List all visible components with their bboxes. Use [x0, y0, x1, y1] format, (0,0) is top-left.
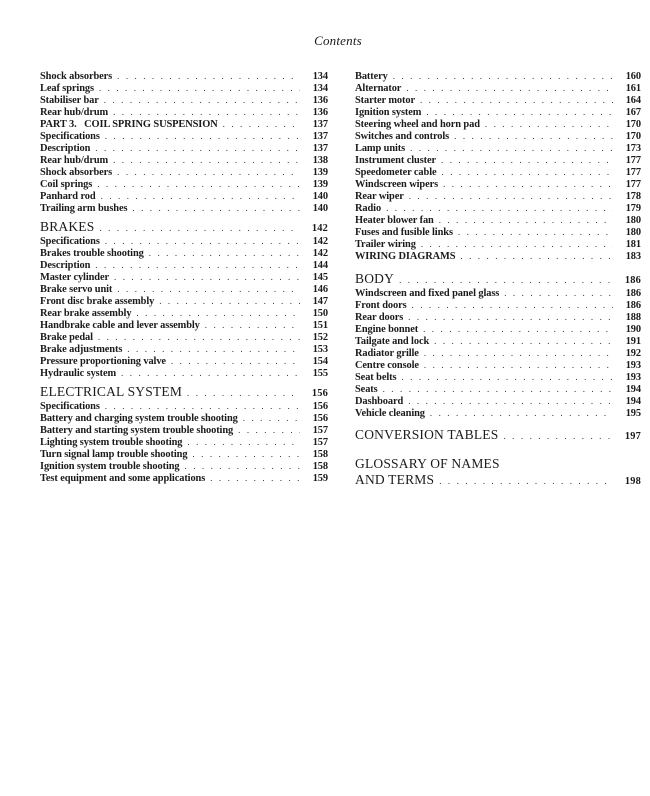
dot-leader	[117, 283, 300, 295]
toc-entry[interactable]	[355, 70, 641, 82]
toc-entry[interactable]	[355, 347, 641, 359]
toc-section-brakes[interactable]	[40, 218, 328, 235]
toc-entry-label: Windscreen wipers	[355, 179, 439, 190]
toc-entry-page: 183	[625, 251, 641, 262]
toc-section-conversion-tables[interactable]	[355, 426, 641, 443]
dot-leader	[105, 400, 300, 412]
toc-entry-label: Trailing arm bushes	[40, 203, 128, 214]
toc-entry-page: 170	[625, 131, 641, 142]
dot-leader	[441, 154, 613, 166]
dot-leader	[95, 259, 300, 271]
toc-entry-label: Hydraulic system	[40, 368, 117, 379]
toc-entry-label: Description	[40, 143, 91, 154]
toc-entry-label: Handbrake cable and lever assembly	[40, 320, 200, 331]
toc-entry-page: 137	[312, 119, 328, 130]
toc-entry-label: Battery and charging system trouble shooting	[40, 413, 238, 424]
toc-entry-page: 146	[312, 284, 328, 295]
toc-entry-page: 179	[625, 203, 641, 214]
toc-entry-label: Alternator	[355, 83, 402, 94]
toc-entry-page: 164	[625, 95, 641, 106]
toc-entry-label: Lighting system trouble shooting	[40, 437, 183, 448]
dot-leader	[454, 130, 613, 142]
toc-entry-label: Heater blower fan	[355, 215, 434, 226]
toc-entry-label: Lamp units	[355, 143, 406, 154]
dot-leader	[185, 460, 301, 472]
toc-entry-label: Fuses and fusible links	[355, 227, 453, 238]
toc-entry[interactable]	[40, 94, 328, 106]
dot-leader	[117, 70, 300, 82]
toc-entry-page: 194	[625, 384, 641, 395]
dot-leader	[136, 307, 300, 319]
toc-entry-label: Ignition system trouble shooting	[40, 461, 180, 472]
dot-leader	[485, 118, 613, 130]
dot-leader	[113, 154, 300, 166]
toc-section-label: BRAKES	[40, 219, 95, 234]
dot-leader	[210, 472, 300, 484]
dot-leader	[223, 118, 300, 130]
toc-entry-page: 157	[312, 437, 328, 448]
toc-entry-page: 177	[625, 155, 641, 166]
toc-entry[interactable]	[355, 130, 641, 142]
toc-entry[interactable]	[40, 178, 328, 190]
toc-entry-page: 159	[312, 473, 328, 484]
toc-entry[interactable]	[355, 311, 641, 323]
toc-entry[interactable]	[40, 424, 328, 436]
dot-leader	[386, 202, 613, 214]
toc-entry[interactable]	[40, 142, 328, 154]
toc-entry[interactable]	[40, 355, 328, 367]
toc-entry-page: 186	[625, 300, 641, 311]
toc-entry-label: Brake servo unit	[40, 284, 113, 295]
dot-leader	[95, 142, 300, 154]
toc-entry-label: Ignition system	[355, 107, 422, 118]
dot-leader	[401, 371, 613, 383]
toc-entry[interactable]	[355, 323, 641, 335]
toc-entry-page: 170	[625, 119, 641, 130]
toc-entry-label: Coil springs	[40, 179, 93, 190]
toc-entry-page: 150	[312, 308, 328, 319]
toc-entry[interactable]	[40, 295, 328, 307]
dot-leader	[171, 355, 300, 367]
toc-entry-page: 186	[625, 288, 641, 299]
toc-entry-label: Rear brake assembly	[40, 308, 132, 319]
toc-entry-label: Instrument cluster	[355, 155, 437, 166]
toc-entry-label: Speedometer cable	[355, 167, 437, 178]
toc-entry[interactable]	[355, 106, 641, 118]
toc-entry-page: 186	[624, 275, 641, 286]
toc-entry-label: Battery and starting system trouble shooting	[40, 425, 234, 436]
toc-entry-page: 156	[312, 401, 328, 412]
dot-leader	[98, 331, 300, 343]
toc-entry-page: 177	[625, 167, 641, 178]
toc-entry-label: Engine bonnet	[355, 324, 419, 335]
dot-leader	[439, 214, 613, 226]
toc-entry-page: 188	[625, 312, 641, 323]
toc-entry-label: Steering wheel and horn pad	[355, 119, 480, 130]
glossary-title-line1: GLOSSARY OF NAMES	[355, 456, 500, 471]
toc-entry[interactable]	[40, 82, 328, 94]
dot-leader	[434, 335, 613, 347]
toc-entry[interactable]	[40, 400, 328, 412]
toc-entry[interactable]	[355, 371, 641, 383]
dot-leader	[159, 295, 300, 307]
toc-entry-label: Panhard rod	[40, 191, 96, 202]
dot-leader	[187, 436, 300, 448]
toc-entry-page: 193	[625, 360, 641, 371]
toc-entry-label: Stabiliser bar	[40, 95, 99, 106]
dot-leader	[205, 319, 300, 331]
dot-leader	[460, 250, 613, 262]
dot-leader	[104, 94, 300, 106]
toc-entry-label: Windscreen and fixed panel glass	[355, 288, 500, 299]
toc-entry-page: 154	[312, 356, 328, 367]
toc-entry[interactable]	[355, 299, 641, 311]
toc-entry[interactable]	[40, 448, 328, 460]
dot-leader	[105, 235, 300, 247]
dot-leader	[192, 448, 300, 460]
toc-entry-wiring-diagrams[interactable]	[355, 250, 641, 262]
dot-leader	[443, 178, 613, 190]
dot-leader	[406, 82, 613, 94]
toc-entry-page: 197	[624, 431, 641, 442]
dot-leader	[149, 247, 300, 259]
toc-entry[interactable]	[355, 359, 641, 371]
toc-entry-page: 192	[625, 348, 641, 359]
dot-leader	[408, 311, 613, 323]
toc-entry-page: 191	[625, 336, 641, 347]
toc-section-electrical[interactable]	[40, 383, 328, 400]
dot-leader	[114, 271, 300, 283]
toc-entry-page: 167	[625, 107, 641, 118]
toc-entry-label: Dashboard	[355, 396, 404, 407]
toc-entry[interactable]	[40, 271, 328, 283]
toc-entry-page: 144	[312, 260, 328, 271]
toc-entry-label: WIRING DIAGRAMS	[355, 251, 456, 262]
toc-entry[interactable]	[355, 178, 641, 190]
toc-entry-page: 138	[312, 155, 328, 166]
toc-entry-page: 152	[312, 332, 328, 343]
dot-leader	[132, 202, 300, 214]
toc-entry[interactable]	[355, 166, 641, 178]
dot-leader	[458, 226, 613, 238]
toc-entry-page: 158	[312, 449, 328, 460]
toc-entry-label: Seats	[355, 384, 378, 395]
toc-entry-label: Rear hub/drum	[40, 155, 109, 166]
toc-entry-page: 194	[625, 396, 641, 407]
toc-entry-page: 142	[312, 236, 328, 247]
toc-entry[interactable]	[40, 70, 328, 82]
toc-entry-page: 153	[312, 344, 328, 355]
toc-entry-page: 142	[311, 223, 328, 234]
toc-entry[interactable]	[355, 202, 641, 214]
toc-entry-label: Brakes trouble shooting	[40, 248, 144, 259]
toc-entry[interactable]	[355, 238, 641, 250]
toc-entry-label: Turn signal lamp trouble shooting	[40, 449, 188, 460]
toc-entry-page: 177	[625, 179, 641, 190]
toc-entry-label: Rear hub/drum	[40, 107, 109, 118]
toc-entry-page: 139	[312, 167, 328, 178]
glossary-title-line2: AND TERMS	[355, 472, 435, 487]
toc-entry-label: Test equipment and some applications	[40, 473, 206, 484]
toc-entry[interactable]	[40, 412, 328, 424]
page-title: Contents	[314, 33, 362, 48]
toc-entry[interactable]	[355, 335, 641, 347]
toc-section-label: ELECTRICAL SYSTEM	[40, 384, 183, 399]
toc-entry-page: 198	[624, 476, 641, 487]
toc-entry-page: 173	[625, 143, 641, 154]
dot-leader	[393, 70, 613, 82]
toc-entry-label: Specifications	[40, 401, 100, 412]
toc-entry-label: PART 3. COIL SPRING SUSPENSION	[40, 119, 218, 130]
toc-entry-label: Switches and controls	[355, 131, 450, 142]
toc-entry-page: 134	[312, 83, 328, 94]
toc-entry-page: 147	[312, 296, 328, 307]
toc-entry-label: Front disc brake assembly	[40, 296, 155, 307]
toc-entry-label: Brake adjustments	[40, 344, 123, 355]
toc-entry[interactable]	[355, 214, 641, 226]
toc-entry-label: Pressure proportioning valve	[40, 356, 166, 367]
toc-entry-label: Brake pedal	[40, 332, 93, 343]
toc-entry-label: Vehicle cleaning	[355, 408, 425, 419]
dot-leader	[421, 238, 613, 250]
toc-entry[interactable]	[355, 383, 641, 395]
toc-entry-label: Radiator grille	[355, 348, 419, 359]
toc-entry-label: Tailgate and lock	[355, 336, 430, 347]
toc-entry[interactable]	[355, 154, 641, 166]
toc-entry-page: 158	[312, 461, 328, 472]
dot-leader	[410, 142, 613, 154]
toc-entry[interactable]	[40, 460, 328, 472]
toc-entry-page: 155	[312, 368, 328, 379]
glossary-title-line2-row	[355, 472, 641, 488]
toc-entry-label: Battery	[355, 71, 388, 82]
toc-entry[interactable]	[40, 331, 328, 343]
contents-left-column	[40, 70, 328, 484]
toc-entry-page: 142	[312, 248, 328, 259]
toc-entry-page: 145	[312, 272, 328, 283]
dot-leader	[439, 473, 613, 489]
toc-entry-page: 180	[625, 215, 641, 226]
toc-entry-page: 161	[625, 83, 641, 94]
toc-entry-page: 181	[625, 239, 641, 250]
toc-entry[interactable]	[355, 287, 641, 299]
toc-entry[interactable]	[40, 283, 328, 295]
toc-entry[interactable]	[355, 82, 641, 94]
toc-entry[interactable]	[40, 307, 328, 319]
toc-entry[interactable]	[355, 395, 641, 407]
dot-leader	[127, 343, 300, 355]
dot-leader	[503, 428, 613, 445]
toc-entry-page: 139	[312, 179, 328, 190]
dot-leader	[99, 82, 300, 94]
toc-entry[interactable]	[355, 94, 641, 106]
dot-leader	[408, 395, 613, 407]
toc-entry[interactable]	[40, 106, 328, 118]
toc-entry-label: Leaf springs	[40, 83, 94, 94]
toc-entry[interactable]	[40, 259, 328, 271]
toc-entry-label: Radio	[355, 203, 382, 214]
toc-entry[interactable]	[40, 130, 328, 142]
toc-section-glossary[interactable]	[355, 456, 641, 488]
toc-entry-page: 136	[312, 95, 328, 106]
toc-entry-page: 160	[625, 71, 641, 82]
toc-entry[interactable]	[40, 202, 328, 214]
dot-leader	[383, 383, 613, 395]
toc-entry-label: Specifications	[40, 131, 100, 142]
dot-leader	[426, 106, 613, 118]
toc-entry-label: Master cylinder	[40, 272, 110, 283]
dot-leader	[409, 190, 613, 202]
toc-section-body[interactable]	[355, 270, 641, 287]
dot-leader	[412, 299, 613, 311]
toc-section-label: CONVERSION TABLES	[355, 427, 499, 442]
toc-entry-page: 193	[625, 372, 641, 383]
dot-leader	[420, 94, 613, 106]
toc-entry-label: Trailer wiring	[355, 239, 416, 250]
dot-leader	[423, 323, 613, 335]
toc-entry-page: 137	[312, 143, 328, 154]
toc-entry-label: Starter motor	[355, 95, 415, 106]
dot-leader	[238, 424, 300, 436]
toc-entry[interactable]	[40, 343, 328, 355]
toc-section-label: BODY	[355, 271, 395, 286]
toc-entry[interactable]	[40, 472, 328, 484]
dot-leader	[105, 130, 300, 142]
dot-leader	[442, 166, 613, 178]
toc-entry-page: 180	[625, 227, 641, 238]
dot-leader	[97, 178, 300, 190]
toc-entry-page: 140	[312, 203, 328, 214]
dot-leader	[113, 106, 300, 118]
toc-entry[interactable]	[355, 190, 641, 202]
toc-entry-label: Rear wiper	[355, 191, 404, 202]
toc-entry-label: Seat belts	[355, 372, 397, 383]
toc-entry-page: 156	[312, 413, 328, 424]
dot-leader	[504, 287, 613, 299]
toc-entry-page: 157	[312, 425, 328, 436]
toc-entry-page: 151	[312, 320, 328, 331]
toc-entry-page: 156	[311, 388, 328, 399]
toc-entry[interactable]	[40, 190, 328, 202]
toc-entry[interactable]	[40, 319, 328, 331]
toc-entry-label: Shock absorbers	[40, 71, 113, 82]
dot-leader	[424, 347, 613, 359]
toc-entry-label: Rear doors	[355, 312, 404, 323]
dot-leader	[117, 166, 300, 178]
toc-entry[interactable]	[355, 142, 641, 154]
toc-entry-page: 137	[312, 131, 328, 142]
contents-right-column	[355, 70, 641, 488]
toc-entry-page: 190	[625, 324, 641, 335]
toc-entry-label: Shock absorbers	[40, 167, 113, 178]
toc-entry-label: Front doors	[355, 300, 407, 311]
toc-entry-page: 136	[312, 107, 328, 118]
toc-entry-page: 140	[312, 191, 328, 202]
toc-part-heading[interactable]	[40, 118, 328, 130]
toc-entry[interactable]	[40, 436, 328, 448]
toc-entry-label: Specifications	[40, 236, 100, 247]
toc-entry[interactable]	[355, 118, 641, 130]
toc-entry[interactable]	[40, 154, 328, 166]
toc-entry[interactable]	[40, 235, 328, 247]
toc-entry[interactable]	[40, 367, 328, 379]
dot-leader	[243, 412, 300, 424]
toc-entry[interactable]	[355, 407, 641, 419]
toc-entry-page: 134	[312, 71, 328, 82]
dot-leader	[424, 359, 613, 371]
toc-entry-label: Centre console	[355, 360, 419, 371]
toc-entry[interactable]	[40, 166, 328, 178]
toc-entry-page: 195	[625, 408, 641, 419]
dot-leader	[430, 407, 613, 419]
dot-leader	[101, 190, 300, 202]
toc-entry[interactable]	[40, 247, 328, 259]
toc-entry-page: 178	[625, 191, 641, 202]
toc-entry-label: Description	[40, 260, 91, 271]
dot-leader	[121, 367, 300, 379]
toc-entry[interactable]	[355, 226, 641, 238]
